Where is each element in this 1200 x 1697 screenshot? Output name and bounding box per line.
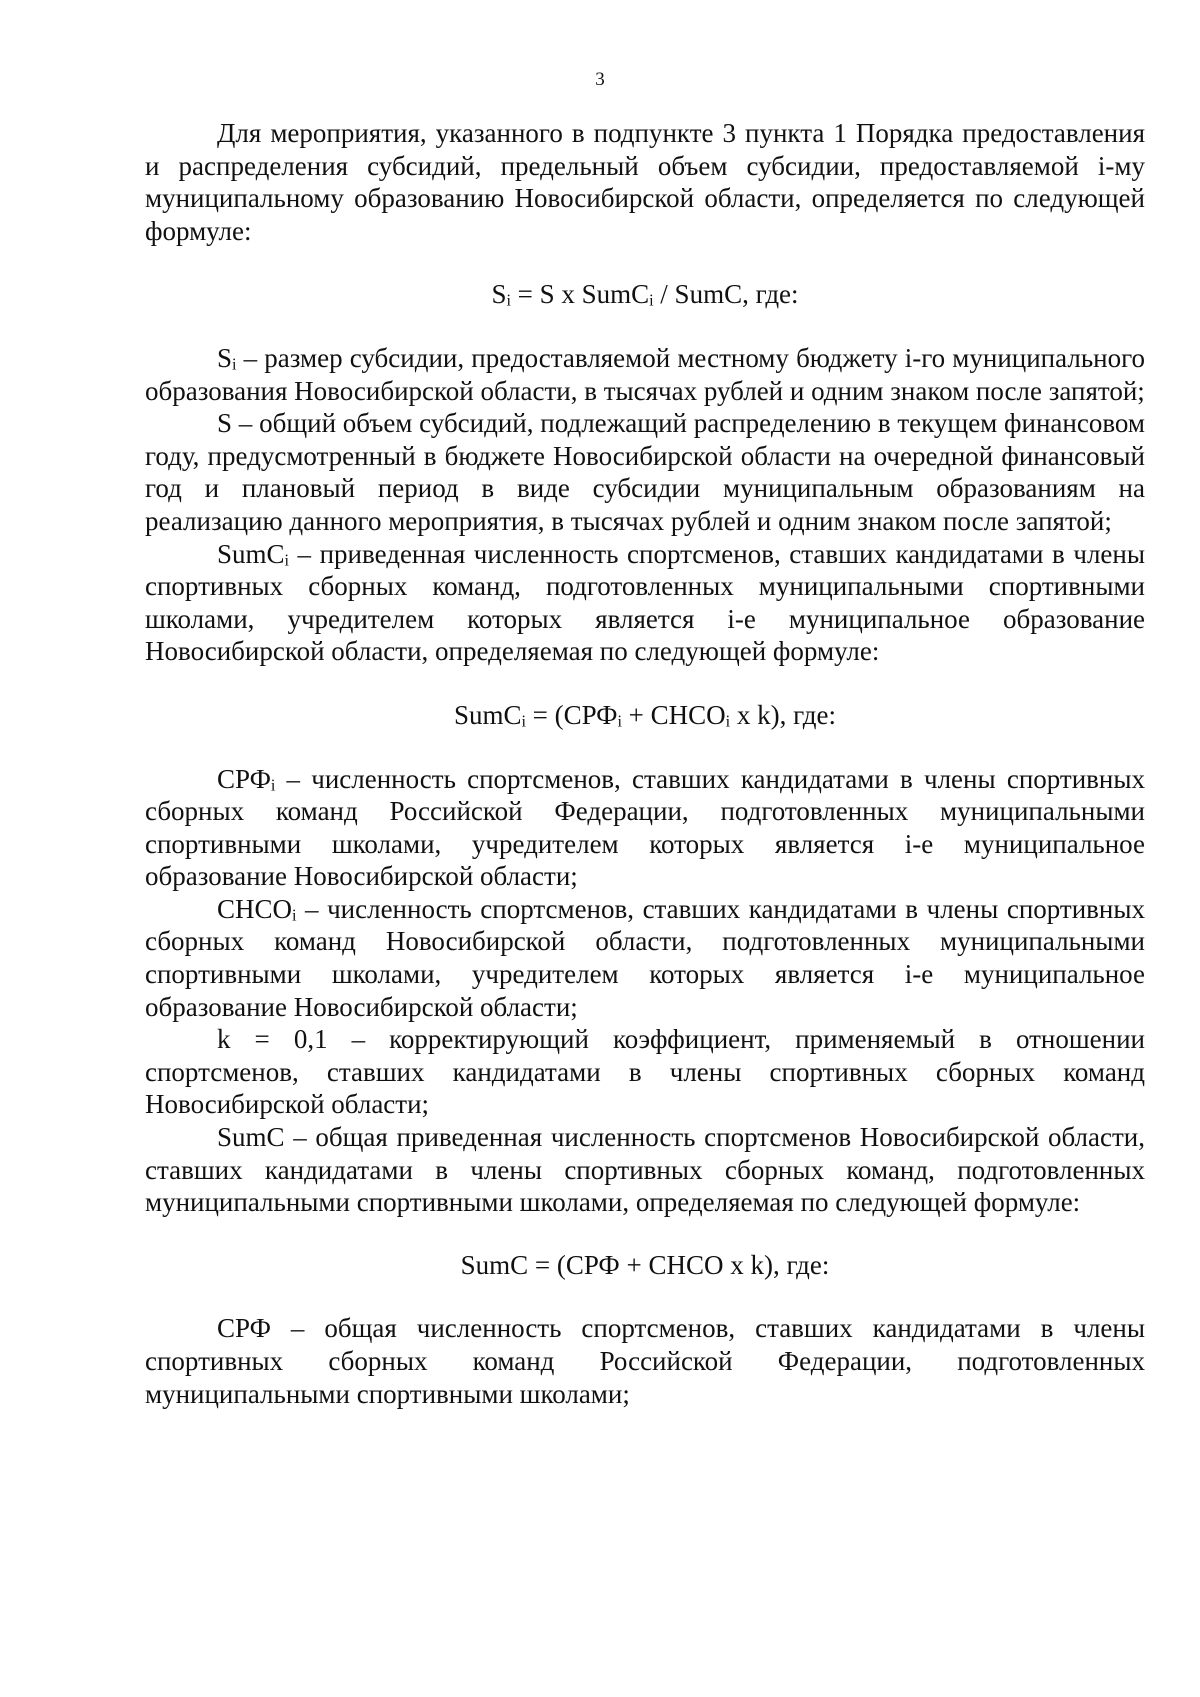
definition-srfi: СРФᵢ – численность спортсменов, ставших кандидатами в члены спортивных сборных команд Российской Федерации, подготовленных муниципальными спортивными школами, учредителем которых является i-е муниципальное образование Новосибирской области; xyxy=(145,763,1145,892)
formula-sumci: SumCᵢ = (СРФᵢ + СНСОᵢ x k), где: xyxy=(453,699,837,730)
definition-s: S – общий объем субсидий, подлежащий распределению в текущем финансовом году, предусмотренный в бюджете Новосибирской области на очередной финансовый год и плановый период в виде субсидии муниципальным образованиям на реализацию данного мероприятия, в тысячах рублей и одним знаком после запятой; xyxy=(145,408,1145,536)
definition-sumc: SumC – общая приведенная численность спортсменов Новосибирской области, ставших кандидатами в члены спортивных сборных команд, подготовленных муниципальными спортивными школами, определяемая по следующей формуле: xyxy=(145,1122,1145,1218)
definition-si: Sᵢ – размер субсидии, предоставляемой местному бюджету i-го муниципального образования Новосибирской области, в тысячах рублей и одним знаком после запятой; xyxy=(145,342,1145,406)
definition-k: k = 0,1 – корректирующий коэффициент, применяемый в отношении спортсменов, ставших кандидатами в члены спортивных сборных команд Новосибирской области; xyxy=(145,1024,1145,1120)
definition-srf: СРФ – общая численность спортсменов, ставших кандидатами в члены спортивных сборных команд Российской Федерации, подготовленных муниципальными спортивными школами; xyxy=(145,1313,1145,1409)
document-body xyxy=(145,117,1145,1410)
definition-snsoi: СНСОᵢ – численность спортсменов, ставших кандидатами в члены спортивных сборных команд Новосибирской области, подготовленных муниципальными спортивными школами, учредителем которых является i-е муниципальное образование Новосибирской области; xyxy=(145,893,1145,1022)
formula-sumc: SumC = (СРФ + СНСО x k), где: xyxy=(460,1249,830,1280)
formula-subsidy: Sᵢ = S x SumCᵢ / SumC, где: xyxy=(491,279,799,310)
intro-paragraph: Для мероприятия, указанного в подпункте 3 пункта 1 Порядка предоставления и распределения субсидий, предельный объем субсидии, предоставляемой i-му муниципальному образованию Новосибирской области, определяется по следующей формуле: xyxy=(145,118,1145,246)
definition-sumci: SumCᵢ – приведенная численность спортсменов, ставших кандидатами в члены спортивных сборных команд, подготовленных муниципальными спортивными школами, учредителем которых является i-е муниципальное образование Новосибирской области, определяемая по следующей формуле: xyxy=(145,538,1145,667)
page-number: 3 xyxy=(595,69,605,90)
